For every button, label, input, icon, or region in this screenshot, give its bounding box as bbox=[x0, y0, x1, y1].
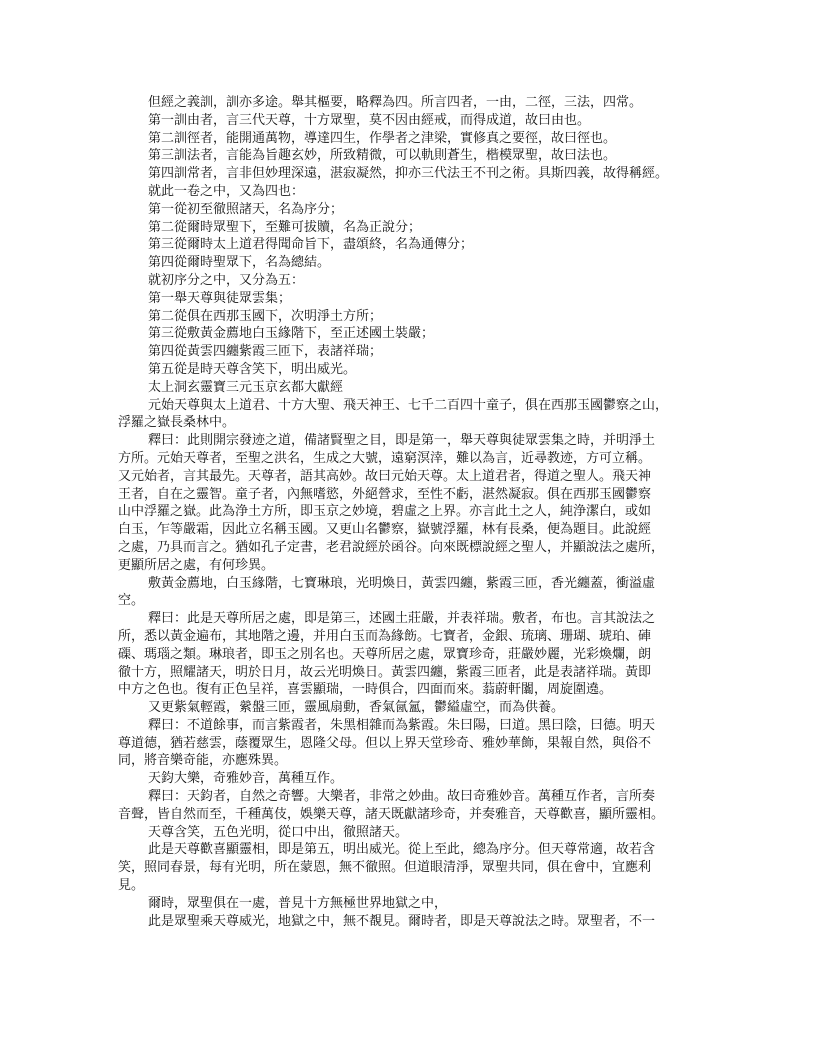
text-line: 徹十方，照耀諸天，明於日月，故云光明煥日。黃雲四纏，紫霞三匝者，此是表諸祥瑞。黃即 bbox=[118, 664, 652, 680]
text-line: 王者，自在之靈智。童子者，內無嗜慾，外絕營求，至性不虧，湛然凝寂。俱在西那玉國鬱察 bbox=[118, 486, 652, 502]
text-line: 第二從爾時眾聖下，至難可拔贖，名為正說分； bbox=[148, 219, 422, 235]
text-line: 第一訓由者，言三代天尊，十方眾聖，莫不因由經戒，而得成道，故曰由也。 bbox=[148, 112, 591, 128]
text-line: 就初序分之中，又分為五： bbox=[148, 272, 305, 288]
text-line: 天鈞大樂，奇雅妙音，萬種互作。 bbox=[148, 771, 344, 787]
text-line: 見。 bbox=[118, 878, 145, 894]
text-line: 第二訓徑者，能開通萬物，導達四生，作學者之津梁，實修真之要徑，故曰徑也。 bbox=[148, 130, 617, 146]
text-line: 浮羅之嶽長桑林中。 bbox=[118, 415, 236, 431]
text-line: 爾時，眾聖俱在一處，普見十方無極世界地獄之中， bbox=[148, 895, 448, 911]
text-line: 空。 bbox=[118, 593, 145, 609]
text-line: 太上洞玄靈寶三元玉京玄都大獻經 bbox=[148, 379, 344, 395]
text-line: 此是天尊歡喜顯靈相，即是第五，明出威光。從上至此，總為序分。但天尊常適，故若含 bbox=[148, 842, 656, 858]
text-line: 音聲，皆自然而至，千種萬伎，娛樂天尊，諸天既獻諸珍奇，并奏雅音，天尊歡喜，顯所靈相。 bbox=[118, 806, 665, 822]
text-line: 更顯所居之處，有何珍異。 bbox=[118, 557, 275, 573]
text-line: 此是眾聖乘天尊威光，地獄之中，無不覩見。爾時者，即是天尊說法之時。眾聖者，不一 bbox=[148, 913, 656, 929]
text-line: 笑，照同春景，每有光明，所在蒙恩，無不徹照。但道眼清淨，眾聖共同，俱在會中，宜應利 bbox=[118, 860, 652, 876]
text-line: 就此一卷之中，又為四也： bbox=[148, 183, 305, 199]
text-line: 第三從爾時太上道君得聞命旨下，盡頌終，名為通傳分； bbox=[148, 237, 474, 253]
text-line: 敷黃金薦地，白玉緣階，七寶琳琅，光明煥日，黃雲四纏，紫霞三匝，香光纏蓋，衝溢虛 bbox=[148, 575, 656, 591]
text-line: 第四訓常者，言非但妙理深遠，湛寂凝然，抑亦三代法王不刊之術。具斯四義，故得稱經。 bbox=[148, 166, 669, 182]
text-line: 同，將音樂奇能，亦應殊異。 bbox=[118, 753, 288, 769]
text-line: 第二從俱在西那玉國下，次明淨土方所； bbox=[148, 308, 383, 324]
text-line: 之處，乃具而言之。猶如孔子定書，老君說經於函谷。向來既標說經之聖人，并顯說法之處所， bbox=[118, 539, 665, 555]
text-line: 第三訓法者，言能為旨趣玄妙，所致精微，可以軌則蒼生，楷模眾聖，故曰法也。 bbox=[148, 148, 617, 164]
text-line: 又元始者，言其最先。天尊者，語其高妙。故曰元始天尊。太上道君者，得道之聖人。飛天神 bbox=[118, 468, 652, 484]
text-line: 白玉，乍等嚴霜，因此立名稱玉國。又更山名鬱察，嶽號浮羅，林有長桑，便為題目。此說經 bbox=[118, 522, 652, 538]
text-line: 釋曰：天鈞者，自然之奇響。大樂者，非常之妙曲。故曰奇雅妙音。萬種互作者，言所奏 bbox=[148, 789, 656, 805]
text-line: 元始天尊與太上道君、十方大聖、飛天神王、七千二百四十童子，俱在西那玉國鬱察之山， bbox=[148, 397, 669, 413]
text-line: 釋曰：此是天尊所居之處，即是第三，述國土莊嚴，并表祥瑞。敷者，布也。言其說法之 bbox=[148, 611, 656, 627]
text-line: 天尊含笑，五色光明，從口中出，徹照諸天。 bbox=[148, 824, 409, 840]
text-line: 方所。元始天尊者，至聖之洪名，生成之大號，遠窮溟涬，難以為言，近尋教迹，方可立稱。 bbox=[118, 450, 652, 466]
text-line: 第三從敷黃金薦地白玉緣階下，至正述國土裝嚴； bbox=[148, 326, 435, 342]
text-line: 中方之色也。復有正色呈祥，喜雲顯瑞，一時俱合，四面而來。蓊蔚軒闟，周旋圍遶。 bbox=[118, 682, 613, 698]
text-line: 磲、瑪瑙之類。琳琅者，即玉之別名也。天尊所居之處，眾寶珍奇，莊嚴妙麗，光彩煥爛，朗 bbox=[118, 646, 652, 662]
text-line: 所，悉以黃金遍布，其地階之邊，并用白玉而為緣飭。七寶者，金銀、琉璃、珊瑚、琥珀、硨 bbox=[118, 628, 652, 644]
text-line: 第一舉天尊與徒眾雲集； bbox=[148, 290, 292, 306]
document-body bbox=[118, 94, 704, 930]
text-line: 釋曰：不道餘事，而言紫霞者，朱黑相雜而為紫霞。朱曰陽，曰道。黑曰陰，曰德。明天 bbox=[148, 717, 656, 733]
text-line: 尊道德，猶若慈雲，蔭覆眾生，恩隆父母。但以上界天堂珍奇、雅妙華飾，果報自然，與俗不 bbox=[118, 735, 652, 751]
text-line: 第四從爾時聖眾下，名為總結。 bbox=[148, 255, 331, 271]
text-line: 但經之義訓，訓亦多途。舉其樞要，略釋為四。所言四者，一由，二徑，三法，四常。 bbox=[148, 95, 643, 110]
text-line: 釋曰：此則開宗發迹之道，備諸賢聖之目，即是第一，舉天尊與徒眾雲集之時，并明淨土 bbox=[148, 433, 656, 449]
text-line: 第四從黃雲四纏紫霞三匝下，表諸祥瑞； bbox=[148, 344, 383, 360]
text-line: 第一從初至徹照諸天，名為序分； bbox=[148, 201, 344, 217]
text-line: 又更紫氣輕霞，縈盤三匝，靈風扇動，香氣氤氳，鬱縊虛空，而為供養。 bbox=[148, 700, 565, 716]
text-line: 第五從是時天尊含笑下，明出威光。 bbox=[148, 361, 357, 377]
text-line: 山中浮羅之嶽。此為浄土方所，即玉京之妙境，碧虛之上界。亦言此土之人，純浄潔白，或如 bbox=[118, 504, 652, 520]
